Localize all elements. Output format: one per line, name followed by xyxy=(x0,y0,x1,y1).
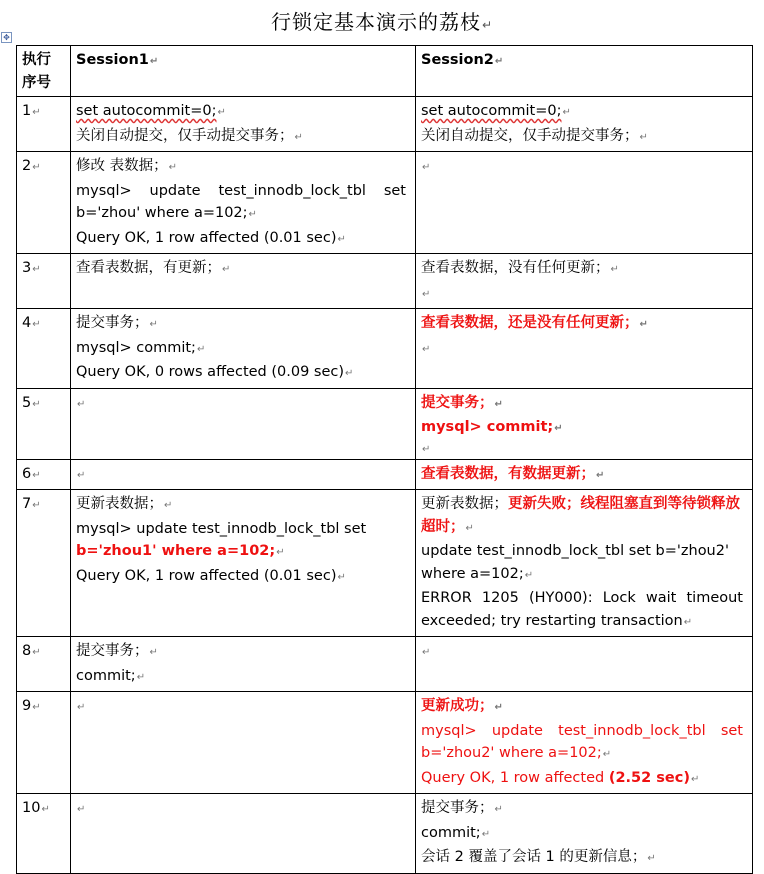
paragraph-mark: ↵ xyxy=(41,804,50,815)
session1-line: 提交事务；↵ xyxy=(76,643,158,659)
session1-cell xyxy=(71,152,416,254)
session1-line: commit;↵ xyxy=(76,667,146,684)
session2-cell xyxy=(416,692,753,794)
table-row xyxy=(17,637,753,692)
document-title xyxy=(0,8,764,39)
paragraph-mark: ↵ xyxy=(596,469,605,481)
table-row xyxy=(17,152,753,254)
table-row xyxy=(17,490,753,637)
paragraph-mark: ↵ xyxy=(32,647,41,658)
session1-cell xyxy=(71,388,416,459)
paragraph-mark: ↵ xyxy=(248,209,257,220)
paragraph-mark: ↵ xyxy=(77,804,86,815)
session1-cell xyxy=(71,459,416,490)
row-number: 3↵ xyxy=(17,254,71,309)
paragraph-mark: ↵ xyxy=(32,469,41,481)
paragraph-mark: ↵ xyxy=(32,162,41,173)
session1-cell xyxy=(71,692,416,794)
paragraph-mark: ↵ xyxy=(690,773,700,785)
session1-line: 更新表数据；↵ xyxy=(76,496,173,512)
session2-line: 查看表数据，还是没有任何更新；↵ xyxy=(421,315,648,331)
row-number: 8↵ xyxy=(17,637,71,692)
paragraph-mark: ↵ xyxy=(554,423,563,434)
session1-cell xyxy=(71,309,416,389)
table-header-row xyxy=(17,46,753,97)
paragraph-mark: ↵ xyxy=(32,264,41,275)
paragraph-mark: ↵ xyxy=(422,443,431,455)
session1-line: 提交事务；↵ xyxy=(76,315,158,331)
paragraph-mark: ↵ xyxy=(32,107,41,118)
session2-line: commit;↵ xyxy=(421,824,491,841)
paragraph-mark: ↵ xyxy=(149,647,158,658)
paragraph-mark: ↵ xyxy=(481,18,494,32)
session2-cell xyxy=(416,490,753,637)
paragraph-mark: ↵ xyxy=(524,569,534,581)
paragraph-mark: ↵ xyxy=(77,398,86,410)
session1-cell xyxy=(71,97,416,152)
session2-cell xyxy=(416,254,753,309)
session2-line: 更新失败；线程阻塞直到等待锁释放超时； xyxy=(421,496,740,535)
header-session2-label: Session2 xyxy=(421,52,494,68)
paragraph-mark: ↵ xyxy=(639,319,648,330)
session2-cell xyxy=(416,794,753,874)
table-row xyxy=(17,254,753,309)
row-number: 2↵ xyxy=(17,152,71,254)
session1-cell xyxy=(71,490,416,637)
paragraph-mark: ↵ xyxy=(422,647,431,658)
row-number: 6↵ xyxy=(17,459,71,490)
paragraph-mark: ↵ xyxy=(345,368,354,379)
session1-line: Query OK, 0 rows affected (0.09 sec)↵ xyxy=(76,364,354,380)
session2-cell xyxy=(416,97,753,152)
session2-line: 查看表数据，没有任何更新；↵ xyxy=(421,260,619,276)
session1-cell: 查看表数据，有更新；↵ xyxy=(71,254,416,309)
paragraph-mark: ↵ xyxy=(32,398,41,410)
paragraph-mark: ↵ xyxy=(337,571,346,583)
session2-line xyxy=(421,282,743,307)
row-number: 5↵ xyxy=(17,388,71,459)
session2-line: set autocommit=0;↵ xyxy=(421,103,571,119)
header-session2-cell xyxy=(416,46,753,97)
paragraph-mark: ↵ xyxy=(422,288,431,300)
session1-line: 关闭自动提交，仅手动提交事务；↵ xyxy=(76,127,303,144)
session1-line: Query OK, 1 row affected (0.01 sec)↵ xyxy=(76,229,346,246)
paragraph-mark: ↵ xyxy=(222,264,231,275)
session1-line: mysql> update test_innodb_lock_tbl set xyxy=(76,520,367,537)
session1-cell xyxy=(71,637,416,692)
table-move-handle-icon[interactable]: ✥ xyxy=(1,32,12,43)
session1-line: 修改 表数据；↵ xyxy=(76,158,177,174)
session2-line: mysql> commit;↵ xyxy=(421,419,563,435)
paragraph-mark: ↵ xyxy=(32,702,41,713)
paragraph-mark: ↵ xyxy=(77,702,86,713)
title-text: 行锁定基本演示的荔枝 xyxy=(270,10,481,34)
paragraph-mark: ↵ xyxy=(32,319,41,330)
session2-line: 提交事务；↵ xyxy=(421,394,503,411)
paragraph-mark: ↵ xyxy=(481,828,491,840)
header-session1-cell xyxy=(71,46,416,97)
paragraph-mark: ↵ xyxy=(465,522,474,534)
paragraph-mark: ↵ xyxy=(164,500,173,511)
row-number: 9↵ xyxy=(17,692,71,794)
paragraph-mark: ↵ xyxy=(639,131,648,143)
row-number: 4↵ xyxy=(17,309,71,389)
paragraph-mark: ↵ xyxy=(562,107,571,118)
session2-line: 会话 2 覆盖了会话 1 的更新信息；↵ xyxy=(421,849,656,865)
session2-cell xyxy=(416,637,753,692)
header-seq-cell xyxy=(17,46,71,97)
paragraph-mark: ↵ xyxy=(276,547,285,558)
table-row xyxy=(17,794,753,874)
paragraph-mark: ↵ xyxy=(494,804,503,815)
paragraph-mark: ↵ xyxy=(136,671,146,683)
session2-line: 提交事务；↵ xyxy=(421,800,503,816)
session2-line: update test_innodb_lock_tbl set b='zhou2' where a=102;↵ xyxy=(421,543,729,582)
paragraph-mark: ↵ xyxy=(610,264,619,275)
table-row xyxy=(17,388,753,459)
paragraph-mark: ↵ xyxy=(337,233,346,245)
paragraph-mark: ↵ xyxy=(217,107,226,118)
session2-line: 更新表数据； xyxy=(421,496,508,512)
session1-cell xyxy=(71,794,416,874)
header-seq-label: 执行序号 xyxy=(22,52,51,91)
session2-line: 更新成功；↵ xyxy=(421,698,503,714)
header-session1-label: Session1 xyxy=(76,52,149,68)
paragraph-mark: ↵ xyxy=(294,131,303,143)
session1-line: set autocommit=0;↵ xyxy=(76,103,226,119)
table-row xyxy=(17,309,753,389)
paragraph-mark: ↵ xyxy=(602,749,612,760)
session2-line xyxy=(421,441,743,457)
session2-line: 关闭自动提交，仅手动提交事务；↵ xyxy=(421,127,648,144)
paragraph-mark: ↵ xyxy=(32,500,41,511)
table-row xyxy=(17,692,753,794)
table-row xyxy=(17,459,753,490)
session2-cell xyxy=(416,152,753,254)
paragraph-mark: ↵ xyxy=(494,702,503,713)
paragraph-mark: ↵ xyxy=(683,616,693,628)
paragraph-mark: ↵ xyxy=(196,343,206,355)
paragraph-mark: ↵ xyxy=(149,56,159,67)
session1-line: Query OK, 1 row affected (0.01 sec)↵ xyxy=(76,567,346,584)
paragraph-mark: ↵ xyxy=(494,398,503,410)
paragraph-mark: ↵ xyxy=(168,162,177,173)
lock-demo-table xyxy=(16,45,753,874)
paragraph-mark: ↵ xyxy=(494,56,504,67)
session2-line: mysql> update test_innodb_lock_tbl set b='zhou2' where a=102;↵ xyxy=(421,722,743,761)
session2-line xyxy=(421,337,743,362)
row-number: 1↵ xyxy=(17,97,71,152)
session2-cell xyxy=(416,388,753,459)
session2-cell xyxy=(416,309,753,389)
row-number: 10↵ xyxy=(17,794,71,874)
session1-line: b='zhou1' where a=102;↵ xyxy=(76,543,285,559)
session2-line: ERROR 1205 (HY000): Lock wait timeout exceeded; try restarting transaction↵ xyxy=(421,590,743,629)
session1-line: mysql> update test_innodb_lock_tbl set b='zhou' where a=102;↵ xyxy=(76,182,406,221)
row-number: 7↵ xyxy=(17,490,71,637)
paragraph-mark: ↵ xyxy=(77,469,86,481)
paragraph-mark: ↵ xyxy=(647,853,656,864)
paragraph-mark: ↵ xyxy=(149,319,158,330)
table-row xyxy=(17,97,753,152)
paragraph-mark: ↵ xyxy=(422,162,431,173)
session2-cell: 查看表数据，有数据更新；↵ xyxy=(416,459,753,490)
session1-line: mysql> commit;↵ xyxy=(76,339,206,356)
paragraph-mark: ↵ xyxy=(422,343,431,355)
session2-line: Query OK, 1 row affected (2.52 sec)↵ xyxy=(421,769,700,786)
